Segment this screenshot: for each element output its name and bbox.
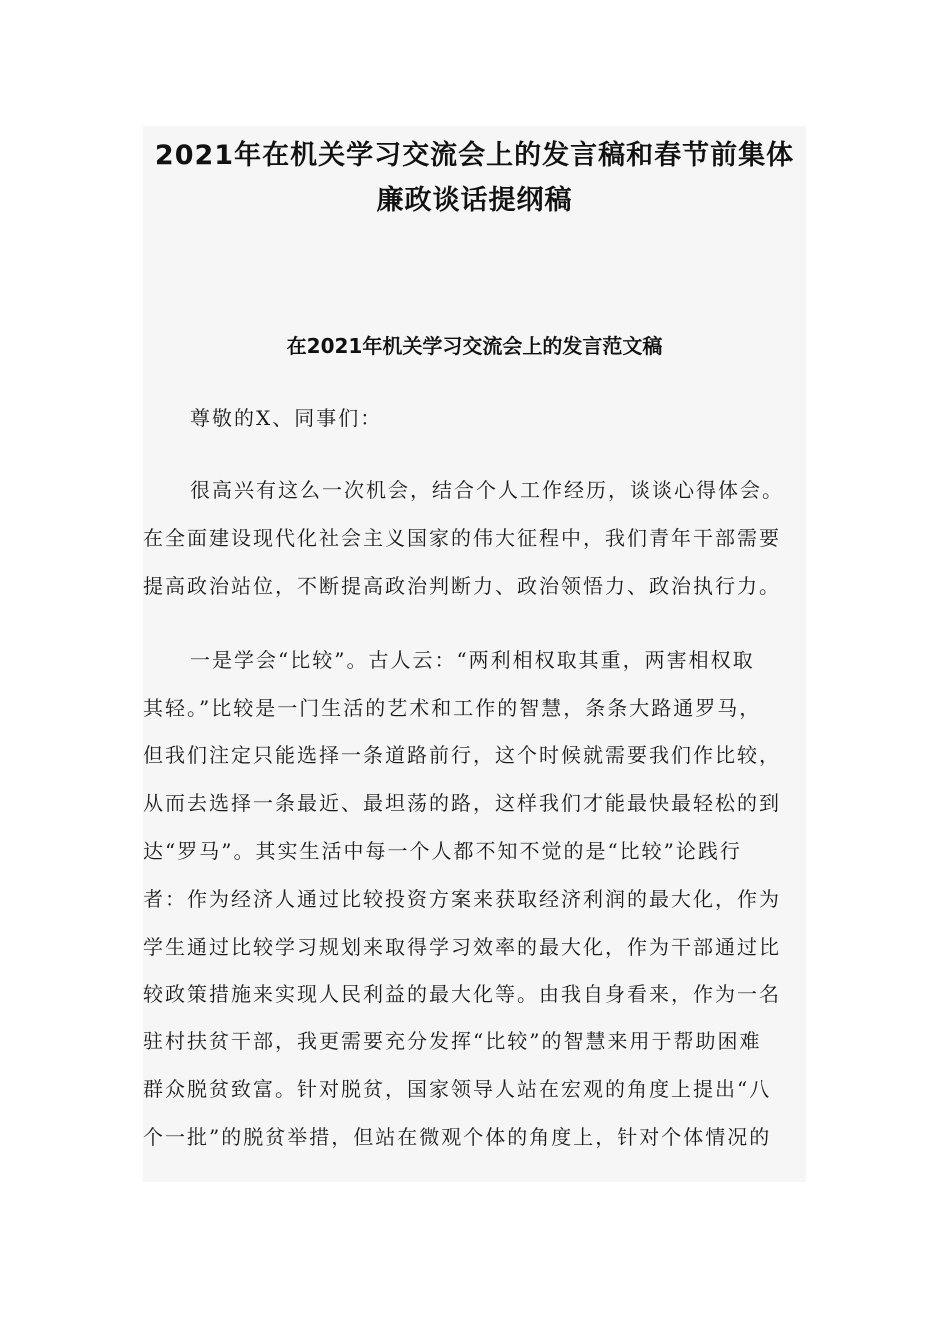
document-title-line: 廉政谈话提纲稿 bbox=[376, 185, 573, 216]
section-heading: 在2021年机关学习交流会上的发言范文稿 bbox=[286, 334, 663, 358]
paragraph-line: 很高兴有这么一次机会，结合个人工作经历，谈谈心得体会。 bbox=[190, 478, 784, 502]
paragraph-line: 学生通过比较学习规划来取得学习效率的最大化，作为干部通过比 bbox=[143, 935, 781, 959]
paragraph-line: 其轻。”比较是一门生活的艺术和工作的智慧，条条大路通罗马， bbox=[143, 696, 762, 720]
paragraph-line: 一是学会“比较”。古人云：“两利相权取其重，两害相权取 bbox=[190, 648, 755, 672]
paragraph-line: 个一批”的脱贫举措，但站在微观个体的角度上，针对个体情况的 bbox=[143, 1125, 772, 1149]
paragraph-line: 在全面建设现代化社会主义国家的伟大征程中，我们青年干部需要 bbox=[143, 526, 781, 550]
paragraph-line: 但我们注定只能选择一条道路前行，这个时候就需要我们作比较， bbox=[143, 743, 781, 767]
paragraph-line: 达“罗马”。其实生活中每一个人都不知不觉的是“比较”论践行 bbox=[143, 839, 742, 863]
paragraph-line: 群众脱贫致富。针对脱贫，国家领导人站在宏观的角度上提出“八 bbox=[143, 1077, 772, 1101]
paragraph-line: 从而去选择一条最近、最坦荡的路，这样我们才能最快最轻松的到 bbox=[143, 791, 781, 815]
paragraph-line: 驻村扶贫干部，我更需要充分发挥“比较”的智慧来用于帮助困难 bbox=[143, 1029, 762, 1053]
salutation: 尊敬的X、同事们： bbox=[190, 406, 383, 430]
document-title-line: 2021年在机关学习交流会上的发言稿和春节前集体 bbox=[154, 140, 795, 171]
paragraph-line: 提高政治站位，不断提高政治判断力、政治领悟力、政治执行力。 bbox=[143, 574, 781, 598]
paragraph-line: 较政策措施来实现人民利益的最大化等。由我自身看来，作为一名 bbox=[143, 982, 781, 1006]
document-title bbox=[143, 133, 806, 223]
paragraph-line: 者：作为经济人通过比较投资方案来获取经济利润的最大化，作为 bbox=[143, 887, 781, 911]
